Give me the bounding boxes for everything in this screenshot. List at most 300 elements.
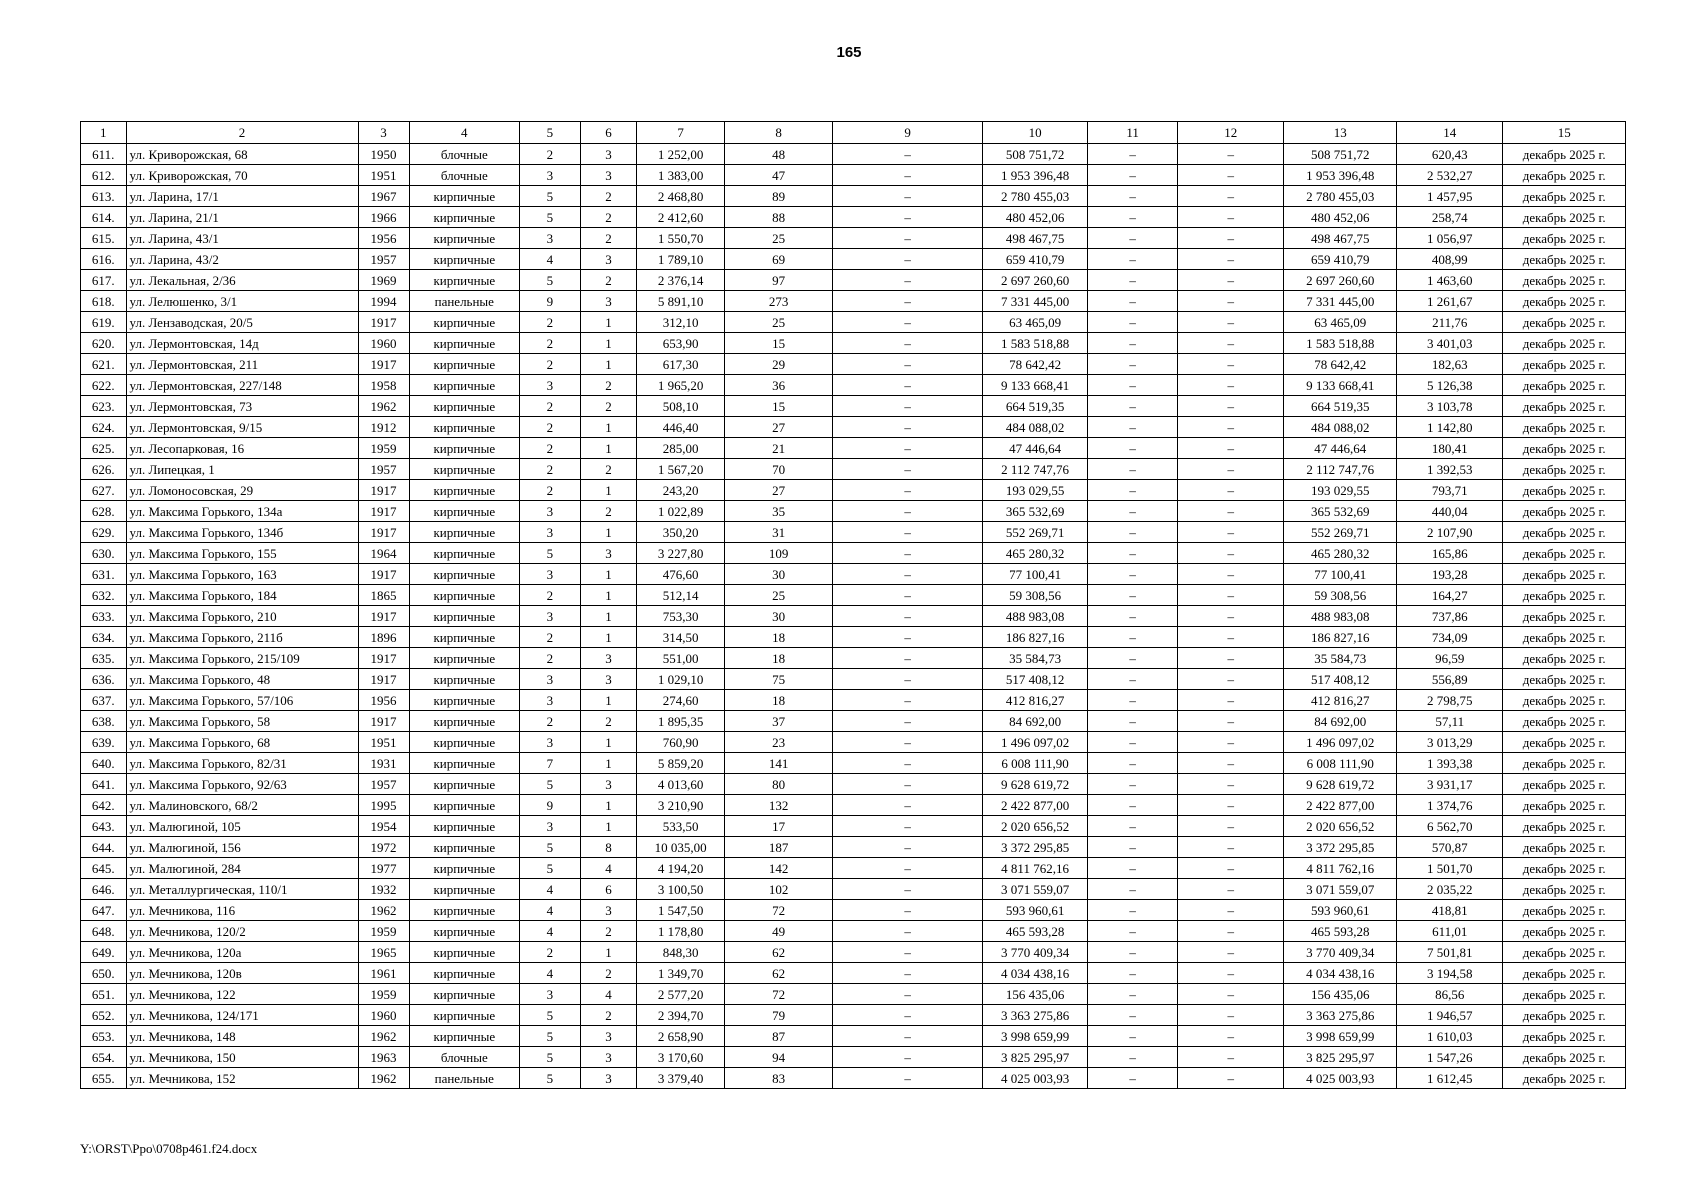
table-cell: 3	[520, 228, 581, 249]
table-cell: –	[1088, 165, 1178, 186]
column-header: 5	[520, 122, 581, 144]
table-cell: 1	[580, 438, 636, 459]
table-cell: панельные	[409, 1068, 520, 1089]
table-cell: декабрь 2025 г.	[1503, 732, 1626, 753]
table-cell: –	[833, 753, 983, 774]
table-cell: –	[833, 333, 983, 354]
table-cell: 1	[580, 816, 636, 837]
table-cell: 498 467,75	[982, 228, 1087, 249]
table-cell: 1 349,70	[637, 963, 725, 984]
table-cell: 3	[580, 543, 636, 564]
table-cell: 3 770 409,34	[982, 942, 1087, 963]
table-cell: 1959	[358, 984, 409, 1005]
table-cell: 620,43	[1397, 144, 1503, 165]
table-cell: 25	[724, 585, 832, 606]
table-cell: 753,30	[637, 606, 725, 627]
table-cell: 180,41	[1397, 438, 1503, 459]
address-cell: ул. Мечникова, 152	[126, 1068, 358, 1089]
table-cell: 1	[580, 480, 636, 501]
table-cell: –	[1088, 333, 1178, 354]
table-cell: 760,90	[637, 732, 725, 753]
table-cell: 6 562,70	[1397, 816, 1503, 837]
table-cell: 570,87	[1397, 837, 1503, 858]
table-cell: 365 532,69	[1284, 501, 1397, 522]
table-cell: 109	[724, 543, 832, 564]
address-cell: ул. Максима Горького, 211б	[126, 627, 358, 648]
table-cell: 664 519,35	[982, 396, 1087, 417]
table-cell: 75	[724, 669, 832, 690]
address-cell: ул. Максима Горького, 68	[126, 732, 358, 753]
table-cell: 1 056,97	[1397, 228, 1503, 249]
table-cell: кирпичные	[409, 459, 520, 480]
table-cell: –	[1088, 480, 1178, 501]
table-cell: 1 252,00	[637, 144, 725, 165]
table-cell: 25	[724, 228, 832, 249]
table-cell: 36	[724, 375, 832, 396]
table-row	[81, 816, 1626, 837]
table-cell: 211,76	[1397, 312, 1503, 333]
table-cell: 86,56	[1397, 984, 1503, 1005]
table-cell: 2	[520, 585, 581, 606]
table-cell: декабрь 2025 г.	[1503, 480, 1626, 501]
table-cell: 3 998 659,99	[1284, 1026, 1397, 1047]
table-cell: –	[1178, 879, 1284, 900]
address-cell: ул. Максима Горького, 82/31	[126, 753, 358, 774]
table-row	[81, 1005, 1626, 1026]
table-cell: 27	[724, 417, 832, 438]
table-cell: –	[1088, 270, 1178, 291]
table-cell: 1	[580, 564, 636, 585]
table-cell: 2 020 656,52	[1284, 816, 1397, 837]
table-cell: 2	[580, 207, 636, 228]
table-cell: 1 496 097,02	[1284, 732, 1397, 753]
table-cell: 552 269,71	[982, 522, 1087, 543]
table-cell: 83	[724, 1068, 832, 1089]
column-header: 15	[1503, 122, 1626, 144]
table-cell: 625.	[81, 438, 127, 459]
table-cell: 4 025 003,93	[982, 1068, 1087, 1089]
table-cell: 2	[520, 312, 581, 333]
table-cell: 623.	[81, 396, 127, 417]
table-cell: 57,11	[1397, 711, 1503, 732]
table-cell: 3 103,78	[1397, 396, 1503, 417]
table-cell: 29	[724, 354, 832, 375]
table-row	[81, 396, 1626, 417]
table-cell: 18	[724, 648, 832, 669]
address-cell: ул. Криворожская, 70	[126, 165, 358, 186]
table-cell: 3	[580, 165, 636, 186]
table-cell: –	[1178, 1068, 1284, 1089]
table-cell: 88	[724, 207, 832, 228]
table-cell: 3 401,03	[1397, 333, 1503, 354]
table-cell: декабрь 2025 г.	[1503, 207, 1626, 228]
table-cell: декабрь 2025 г.	[1503, 1047, 1626, 1068]
table-cell: 629.	[81, 522, 127, 543]
table-cell: 2	[580, 1005, 636, 1026]
table-cell: 47 446,64	[1284, 438, 1397, 459]
table-cell: 1 612,45	[1397, 1068, 1503, 1089]
table-cell: –	[1178, 333, 1284, 354]
table-cell: 465 280,32	[982, 543, 1087, 564]
table-cell: 3	[520, 501, 581, 522]
table-cell: –	[1088, 690, 1178, 711]
table-cell: –	[833, 648, 983, 669]
address-cell: ул. Лермонтовская, 14д	[126, 333, 358, 354]
table-cell: 1917	[358, 501, 409, 522]
table-cell: 633.	[81, 606, 127, 627]
table-cell: 628.	[81, 501, 127, 522]
table-cell: 156 435,06	[982, 984, 1087, 1005]
table-cell: –	[833, 942, 983, 963]
table-cell: 1917	[358, 480, 409, 501]
address-cell: ул. Ларина, 43/2	[126, 249, 358, 270]
table-cell: 2	[580, 228, 636, 249]
address-cell: ул. Лелюшенко, 3/1	[126, 291, 358, 312]
table-cell: 9 133 668,41	[1284, 375, 1397, 396]
table-cell: кирпичные	[409, 186, 520, 207]
table-cell: 1962	[358, 396, 409, 417]
table-cell: 552 269,71	[1284, 522, 1397, 543]
table-cell: 3	[580, 669, 636, 690]
table-cell: –	[1088, 585, 1178, 606]
table-cell: 63 465,09	[1284, 312, 1397, 333]
table-row	[81, 207, 1626, 228]
table-cell: 6 008 111,90	[1284, 753, 1397, 774]
table-cell: панельные	[409, 291, 520, 312]
table-cell: 1	[580, 606, 636, 627]
table-cell: 2 697 260,60	[1284, 270, 1397, 291]
table-cell: 793,71	[1397, 480, 1503, 501]
address-cell: ул. Мечникова, 120а	[126, 942, 358, 963]
table-cell: 5 891,10	[637, 291, 725, 312]
table-cell: –	[1088, 459, 1178, 480]
table-cell: 664 519,35	[1284, 396, 1397, 417]
table-cell: 97	[724, 270, 832, 291]
address-cell: ул. Лензаводская, 20/5	[126, 312, 358, 333]
table-cell: 8	[580, 837, 636, 858]
table-cell: 1 457,95	[1397, 186, 1503, 207]
table-cell: блочные	[409, 165, 520, 186]
table-cell: кирпичные	[409, 249, 520, 270]
table-cell: кирпичные	[409, 228, 520, 249]
table-cell: –	[1178, 459, 1284, 480]
table-cell: 84 692,00	[982, 711, 1087, 732]
table-cell: –	[833, 354, 983, 375]
table-cell: –	[833, 795, 983, 816]
table-cell: 1 022,89	[637, 501, 725, 522]
table-cell: –	[833, 984, 983, 1005]
table-cell: 2	[580, 459, 636, 480]
table-cell: 644.	[81, 837, 127, 858]
table-row	[81, 984, 1626, 1005]
table-cell: 1995	[358, 795, 409, 816]
table-cell: 182,63	[1397, 354, 1503, 375]
table-cell: 2 112 747,76	[1284, 459, 1397, 480]
table-cell: 72	[724, 984, 832, 1005]
table-cell: –	[1088, 900, 1178, 921]
column-header: 1	[81, 122, 127, 144]
column-header: 11	[1088, 122, 1178, 144]
table-cell: 1959	[358, 921, 409, 942]
table-cell: 18	[724, 627, 832, 648]
table-cell: 2 697 260,60	[982, 270, 1087, 291]
table-cell: 650.	[81, 963, 127, 984]
table-cell: 2	[520, 144, 581, 165]
table-cell: 2	[580, 921, 636, 942]
table-cell: 48	[724, 144, 832, 165]
table-cell: –	[1178, 144, 1284, 165]
address-cell: ул. Криворожская, 68	[126, 144, 358, 165]
table-cell: 5 126,38	[1397, 375, 1503, 396]
table-cell: блочные	[409, 1047, 520, 1068]
table-cell: кирпичные	[409, 627, 520, 648]
table-cell: 2 532,27	[1397, 165, 1503, 186]
table-cell: 1957	[358, 774, 409, 795]
table-cell: декабрь 2025 г.	[1503, 984, 1626, 1005]
table-row	[81, 774, 1626, 795]
table-cell: 631.	[81, 564, 127, 585]
table-cell: 611.	[81, 144, 127, 165]
table-cell: 5	[520, 270, 581, 291]
table-cell: 737,86	[1397, 606, 1503, 627]
table-cell: –	[1178, 186, 1284, 207]
table-cell: 484 088,02	[1284, 417, 1397, 438]
table-cell: 62	[724, 942, 832, 963]
table-cell: декабрь 2025 г.	[1503, 774, 1626, 795]
table-row	[81, 543, 1626, 564]
table-cell: кирпичные	[409, 333, 520, 354]
table-cell: 1956	[358, 690, 409, 711]
table-cell: 70	[724, 459, 832, 480]
table-cell: 1954	[358, 816, 409, 837]
table-cell: 2	[520, 480, 581, 501]
table-cell: кирпичные	[409, 606, 520, 627]
table-cell: 635.	[81, 648, 127, 669]
table-cell: –	[833, 1026, 983, 1047]
table-cell: 9	[520, 795, 581, 816]
table-row	[81, 501, 1626, 522]
table-cell: 4	[520, 921, 581, 942]
table-cell: 2 412,60	[637, 207, 725, 228]
table-cell: 4	[580, 984, 636, 1005]
table-cell: 593 960,61	[1284, 900, 1397, 921]
table-cell: –	[1088, 522, 1178, 543]
table-cell: –	[1088, 648, 1178, 669]
table-cell: кирпичные	[409, 522, 520, 543]
table-cell: –	[1088, 375, 1178, 396]
table-cell: 1931	[358, 753, 409, 774]
table-cell: –	[833, 564, 983, 585]
table-cell: –	[1088, 879, 1178, 900]
table-cell: 641.	[81, 774, 127, 795]
table-cell: 1917	[358, 564, 409, 585]
table-cell: 642.	[81, 795, 127, 816]
table-cell: –	[833, 501, 983, 522]
table-cell: кирпичные	[409, 396, 520, 417]
table-cell: 186 827,16	[1284, 627, 1397, 648]
table-cell: 3 227,80	[637, 543, 725, 564]
table-cell: 1960	[358, 333, 409, 354]
table-cell: –	[833, 144, 983, 165]
table-cell: –	[1178, 648, 1284, 669]
table-cell: –	[833, 396, 983, 417]
table-cell: декабрь 2025 г.	[1503, 270, 1626, 291]
table-cell: 5	[520, 207, 581, 228]
table-cell: –	[833, 669, 983, 690]
table-cell: 141	[724, 753, 832, 774]
table-row	[81, 606, 1626, 627]
table-cell: 1	[580, 585, 636, 606]
table-cell: 187	[724, 837, 832, 858]
table-cell: –	[1178, 1047, 1284, 1068]
table-cell: 47 446,64	[982, 438, 1087, 459]
table-cell: 630.	[81, 543, 127, 564]
table-cell: –	[833, 165, 983, 186]
table-cell: 621.	[81, 354, 127, 375]
column-header: 14	[1397, 122, 1503, 144]
table-cell: 2	[580, 270, 636, 291]
table-cell: 408,99	[1397, 249, 1503, 270]
table-cell: декабрь 2025 г.	[1503, 354, 1626, 375]
table-cell: 59 308,56	[982, 585, 1087, 606]
table-cell: 1 895,35	[637, 711, 725, 732]
table-cell: 649.	[81, 942, 127, 963]
table-cell: декабрь 2025 г.	[1503, 228, 1626, 249]
table-cell: 2	[520, 354, 581, 375]
address-cell: ул. Лермонтовская, 227/148	[126, 375, 358, 396]
table-cell: 3 372 295,85	[982, 837, 1087, 858]
table-cell: 652.	[81, 1005, 127, 1026]
table-cell: декабрь 2025 г.	[1503, 795, 1626, 816]
table-cell: кирпичные	[409, 207, 520, 228]
table-cell: декабрь 2025 г.	[1503, 1026, 1626, 1047]
table-cell: 611,01	[1397, 921, 1503, 942]
table-cell: 1 789,10	[637, 249, 725, 270]
table-cell: 3 372 295,85	[1284, 837, 1397, 858]
table-cell: декабрь 2025 г.	[1503, 627, 1626, 648]
table-row	[81, 900, 1626, 921]
table-cell: 10 035,00	[637, 837, 725, 858]
table-cell: 3 825 295,97	[982, 1047, 1087, 1068]
table-cell: 2	[520, 648, 581, 669]
table-cell: –	[833, 522, 983, 543]
table-cell: 1	[580, 942, 636, 963]
table-cell: декабрь 2025 г.	[1503, 648, 1626, 669]
table-cell: 1917	[358, 648, 409, 669]
table-header	[81, 122, 1626, 144]
table-cell: 312,10	[637, 312, 725, 333]
table-cell: 498 467,75	[1284, 228, 1397, 249]
table-cell: 3 013,29	[1397, 732, 1503, 753]
table-cell: –	[1178, 900, 1284, 921]
table-cell: декабрь 2025 г.	[1503, 396, 1626, 417]
address-cell: ул. Максима Горького, 134б	[126, 522, 358, 543]
address-cell: ул. Ларина, 21/1	[126, 207, 358, 228]
table-row	[81, 858, 1626, 879]
table-cell: –	[833, 900, 983, 921]
table-cell: 258,74	[1397, 207, 1503, 228]
address-cell: ул. Лермонтовская, 9/15	[126, 417, 358, 438]
table-cell: кирпичные	[409, 732, 520, 753]
address-cell: ул. Мечникова, 150	[126, 1047, 358, 1068]
table-cell: 2 780 455,03	[982, 186, 1087, 207]
table-cell: 508 751,72	[1284, 144, 1397, 165]
table-cell: –	[1178, 207, 1284, 228]
table-cell: 1962	[358, 900, 409, 921]
table-cell: –	[1088, 606, 1178, 627]
table-cell: –	[833, 543, 983, 564]
table-cell: декабрь 2025 г.	[1503, 1068, 1626, 1089]
table-cell: 1917	[358, 711, 409, 732]
column-header: 13	[1284, 122, 1397, 144]
table-cell: –	[1178, 1026, 1284, 1047]
address-cell: ул. Максима Горького, 58	[126, 711, 358, 732]
table-cell: –	[1088, 417, 1178, 438]
table-cell: 3	[580, 291, 636, 312]
table-cell: 2 422 877,00	[982, 795, 1087, 816]
table-cell: –	[1178, 522, 1284, 543]
table-cell: 3	[580, 1068, 636, 1089]
table-cell: 5	[520, 837, 581, 858]
table-cell: блочные	[409, 144, 520, 165]
address-cell: ул. Мечникова, 120/2	[126, 921, 358, 942]
table-cell: –	[1178, 1005, 1284, 1026]
table-cell: 648.	[81, 921, 127, 942]
table-cell: –	[1088, 963, 1178, 984]
table-cell: 165,86	[1397, 543, 1503, 564]
table-cell: 193 029,55	[1284, 480, 1397, 501]
address-cell: ул. Мечникова, 148	[126, 1026, 358, 1047]
table-cell: декабрь 2025 г.	[1503, 753, 1626, 774]
table-cell: 3	[520, 522, 581, 543]
table-cell: 2	[580, 711, 636, 732]
table-cell: –	[833, 312, 983, 333]
address-cell: ул. Малиновского, 68/2	[126, 795, 358, 816]
table-cell: 49	[724, 921, 832, 942]
table-cell: кирпичные	[409, 816, 520, 837]
table-cell: –	[833, 921, 983, 942]
table-cell: 622.	[81, 375, 127, 396]
table-cell: –	[1178, 270, 1284, 291]
table-cell: 646.	[81, 879, 127, 900]
table-cell: 15	[724, 396, 832, 417]
table-cell: 5	[520, 1047, 581, 1068]
table-cell: 476,60	[637, 564, 725, 585]
table-cell: 593 960,61	[982, 900, 1087, 921]
table-cell: –	[833, 711, 983, 732]
table-cell: 1962	[358, 1026, 409, 1047]
table-cell: 1 142,80	[1397, 417, 1503, 438]
table-cell: –	[1088, 669, 1178, 690]
table-row	[81, 795, 1626, 816]
table-cell: 1917	[358, 606, 409, 627]
table-cell: 1 567,20	[637, 459, 725, 480]
table-cell: –	[1178, 396, 1284, 417]
table-row	[81, 879, 1626, 900]
table-cell: –	[1178, 480, 1284, 501]
table-row	[81, 711, 1626, 732]
table-cell: 517 408,12	[982, 669, 1087, 690]
table-cell: 23	[724, 732, 832, 753]
address-cell: ул. Малюгиной, 105	[126, 816, 358, 837]
table-cell: –	[1178, 228, 1284, 249]
table-cell: 3 931,17	[1397, 774, 1503, 795]
table-row	[81, 375, 1626, 396]
table-cell: кирпичные	[409, 753, 520, 774]
table-row	[81, 270, 1626, 291]
table-cell: 3 998 659,99	[982, 1026, 1087, 1047]
column-header: 6	[580, 122, 636, 144]
